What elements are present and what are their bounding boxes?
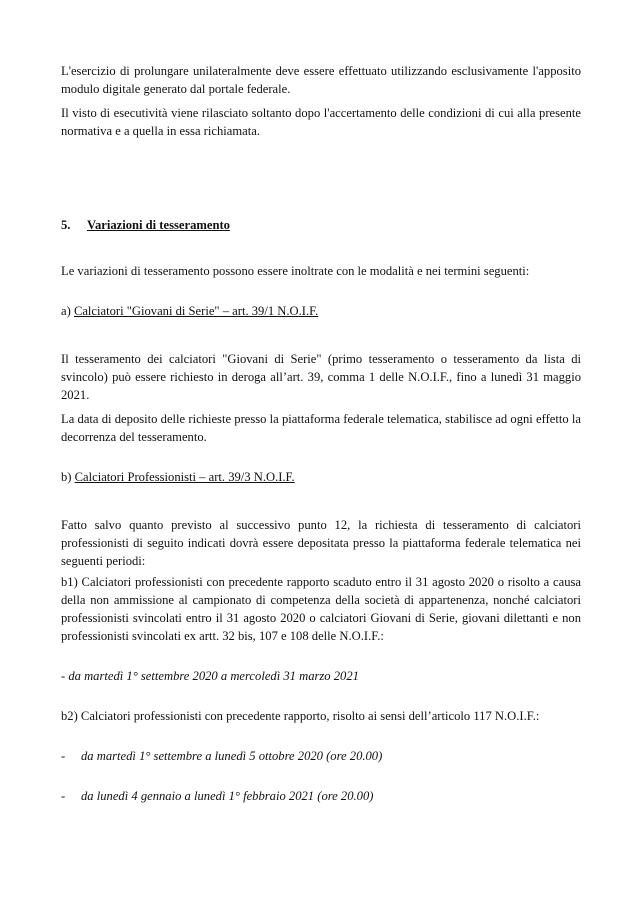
intro-paragraph-1: L'esercizio di prolungare unilateralmente deve essere effettuato utilizzando esclusivamente l'apposito modulo digitale generato dal portale federale. [61, 64, 581, 96]
document-page [61, 62, 581, 805]
subsection-b-title: Calciatori Professionisti – art. 39/3 N.O.I.F. [74, 470, 295, 484]
subsection-b-paragraph-1: Fatto salvo quanto previsto al successivo punto 12, la richiesta di tesseramento di calciatori professionisti di seguito indicati dovrà essere depositata presso la piattaforma federale telematica nei seguenti periodi: [61, 518, 581, 568]
list-dash: - [61, 789, 66, 803]
list-dash: - [61, 749, 66, 763]
subsection-b-prefix: b) [61, 470, 75, 484]
list-item [61, 747, 581, 765]
intro-paragraph-2: Il visto di esecutività viene rilasciato soltanto dopo l'accertamento delle condizioni di cui alla presente normativa e a quella in essa richiamata. [61, 106, 581, 138]
subsection-a-paragraph-1: Il tesseramento dei calciatori "Giovani di Serie" (primo tesseramento o tesseramento da lista di svincolo) può essere richiesto in deroga all’art. 39, comma 1 delle N.O.I.F., fino a lunedì 31 maggio 2021. [61, 352, 581, 402]
subsection-b1-period: - da martedì 1° settembre 2020 a mercoledì 31 marzo 2021 [61, 669, 359, 683]
subsection-b2-paragraph: b2) Calciatori professionisti con precedente rapporto, risolto ai sensi dell’articolo 117 N.O.I.F.: [61, 709, 540, 723]
section-title: Variazioni di tesseramento [87, 218, 230, 232]
section-heading [61, 216, 581, 234]
subsection-a-prefix: a) [61, 304, 74, 318]
subsection-b-heading [61, 468, 581, 486]
list-item-text: da lunedì 4 gennaio a lunedì 1° febbraio 2021 (ore 20.00) [81, 789, 374, 803]
subsection-a-heading [61, 302, 581, 320]
list-item-text: da martedì 1° settembre a lunedì 5 ottobre 2020 (ore 20.00) [81, 749, 383, 763]
subsection-b1-paragraph: b1) Calciatori professionisti con precedente rapporto scaduto entro il 31 agosto 2020 o risolto a causa della non ammissione al campionato di competenza della società di appartenenza, nonché calciatori professionisti svincolati entro il 31 agosto 2020 o calciatori Giovani di Serie, giovani dilettanti e non professionisti svincolati ex artt. 32 bis, 107 e 108 delle N.O.I.F.: [61, 575, 581, 643]
section-lead: Le variazioni di tesseramento possono essere inoltrate con le modalità e nei termini seguenti: [61, 264, 530, 278]
list-item [61, 787, 581, 805]
section-number: 5. [61, 218, 71, 232]
subsection-a-paragraph-2: La data di deposito delle richieste presso la piattaforma federale telematica, stabilisce ad ogni effetto la decorrenza del tesseramento. [61, 412, 581, 444]
subsection-a-title: Calciatori "Giovani di Serie" – art. 39/1 N.O.I.F. [73, 304, 319, 318]
